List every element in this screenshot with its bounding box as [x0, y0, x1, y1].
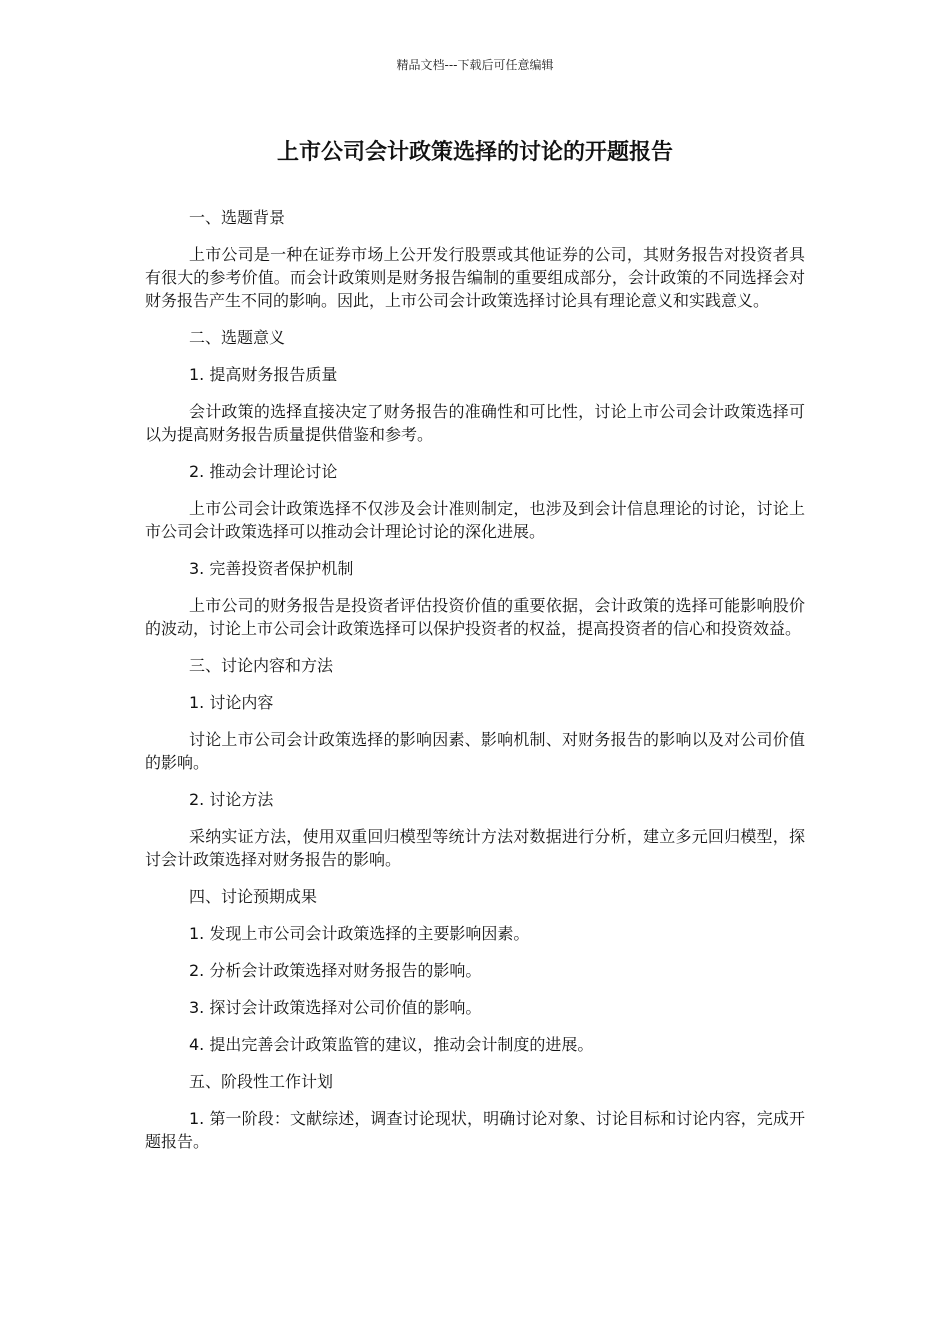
list-item-result-1: 1. 发现上市公司会计政策选择的主要影响因素。 [189, 924, 530, 943]
document-title: 上市公司会计政策选择的讨论的开题报告 [276, 140, 673, 165]
section-heading-work-plan: 五、阶段性工作计划 [189, 1072, 334, 1091]
header-note: 精品文档---下载后可任意编辑 [396, 58, 554, 72]
paragraph-research-content: 讨论上市公司会计政策选择的影响因素、影响机制、对财务报告的影响以及对公司价值的影响。 [145, 730, 805, 772]
list-item-result-2: 2. 分析会计政策选择对财务报告的影响。 [189, 961, 482, 980]
paragraph-accounting-theory: 上市公司会计政策选择不仅涉及会计准则制定，也涉及到会计信息理论的讨论，讨论上市公司会计政策选择可以推动会计理论讨论的深化进展。 [145, 499, 805, 541]
subheading-report-quality: 1. 提高财务报告质量 [189, 365, 338, 384]
section-heading-background: 一、选题背景 [189, 208, 286, 227]
subheading-research-methods: 2. 讨论方法 [189, 790, 274, 809]
list-item-result-4: 4. 提出完善会计政策监管的建议，推动会计制度的进展。 [189, 1035, 594, 1054]
paragraph-research-methods: 采纳实证方法，使用双重回归模型等统计方法对数据进行分析，建立多元回归模型，探讨会计政策选择对财务报告的影响。 [145, 827, 805, 869]
paragraph-report-quality: 会计政策的选择直接决定了财务报告的准确性和可比性，讨论上市公司会计政策选择可以为提高财务报告质量提供借鉴和参考。 [145, 402, 805, 444]
document-body [145, 206, 805, 1167]
subheading-accounting-theory: 2. 推动会计理论讨论 [189, 462, 338, 481]
section-heading-significance: 二、选题意义 [189, 328, 286, 347]
paragraph-investor-protection: 上市公司的财务报告是投资者评估投资价值的重要依据，会计政策的选择可能影响股价的波动，讨论上市公司会计政策选择可以保护投资者的权益，提高投资者的信心和投资效益。 [145, 596, 805, 638]
paragraph-background: 上市公司是一种在证券市场上公开发行股票或其他证券的公司，其财务报告对投资者具有很大的参考价值。而会计政策则是财务报告编制的重要组成部分，会计政策的不同选择会对财务报告产生不同的影响。因此，上市公司会计政策选择讨论具有理论意义和实践意义。 [145, 245, 805, 310]
list-item-result-3: 3. 探讨会计政策选择对公司价值的影响。 [189, 998, 482, 1017]
section-heading-expected-results: 四、讨论预期成果 [189, 887, 318, 906]
list-item-plan-stage-1: 1. 第一阶段：文献综述，调查讨论现状，明确讨论对象、讨论目标和讨论内容，完成开题报告。 [145, 1109, 805, 1151]
subheading-investor-protection: 3. 完善投资者保护机制 [189, 559, 354, 578]
section-heading-content-methods: 三、讨论内容和方法 [189, 656, 334, 675]
subheading-research-content: 1. 讨论内容 [189, 693, 274, 712]
